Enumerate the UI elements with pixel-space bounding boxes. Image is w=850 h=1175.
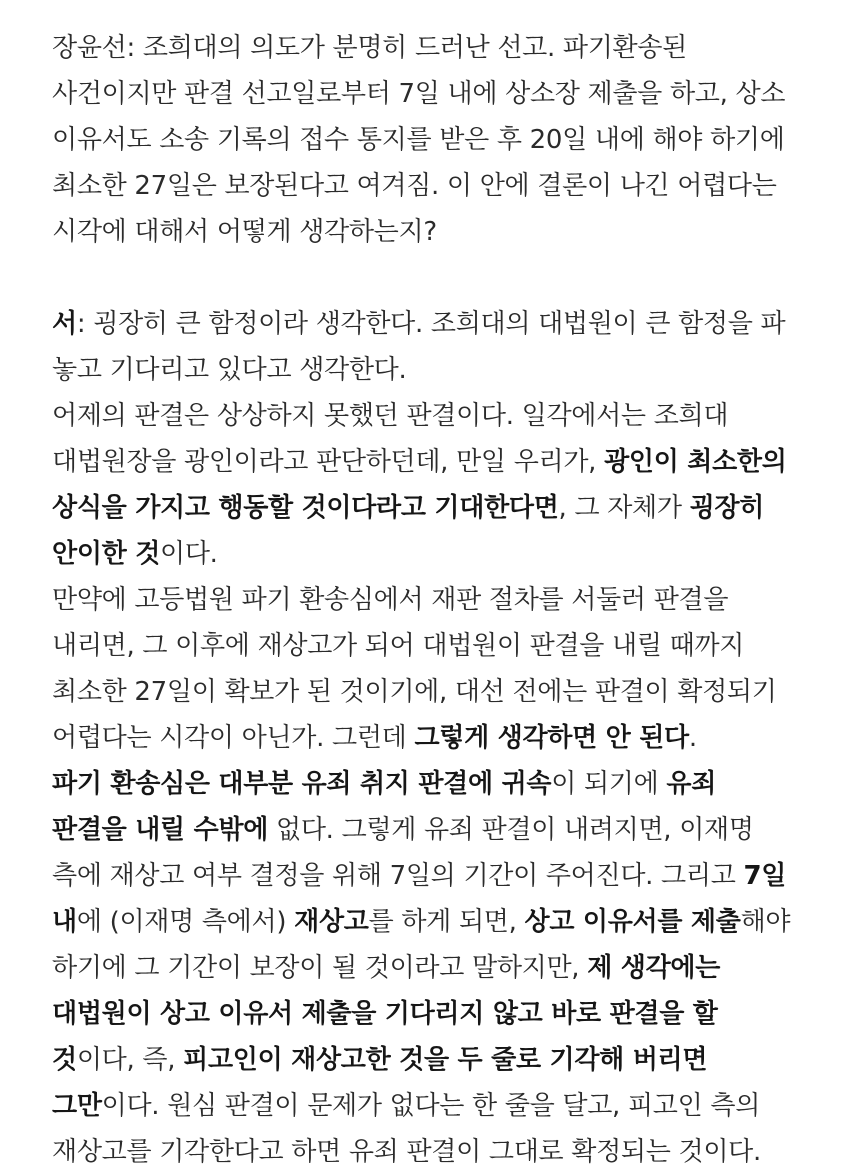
article-body [52,25,798,1175]
text-run: , 그 자체가 [558,493,690,523]
bold-run: 굉장히 안이한 것 [52,493,765,569]
text-run: . [688,723,697,753]
answer-paragraph-4 [52,761,798,1175]
bold-run: 유죄 판결을 내릴 수밖에 [52,769,717,845]
bold-run: 파기 환송심은 대부분 유죄 취지 판결에 귀속 [52,769,552,799]
bold-run: 피고인이 재상고한 것을 두 줄로 기각해 버리면 그만 [52,1045,708,1121]
text-run: 이 되기에 [551,769,667,799]
text-run: 에 (이재명 측에서) [76,907,295,937]
text-run: 해야 하기에 그 기간이 보장이 될 것이라고 말하지만, [52,907,791,983]
text-run: 를 하게 되면, [368,907,525,937]
answer-speaker: 서 [52,309,77,339]
text-run: 이다, 즉, [76,1045,184,1075]
bold-run: 광인이 최소한의 상식을 가지고 행동할 것이다라고 기대한다면 [52,447,787,523]
answer-paragraph-1: 서: 굉장히 큰 함정이라 생각한다. 조희대의 대법원이 큰 함정을 파 놓고 기다리고 있다고 생각한다. [52,309,786,385]
text-run: 이다. [160,539,218,569]
paragraph-spacer [52,255,798,301]
bold-run: 재상고 [294,907,369,937]
text-run: 없다. 그렇게 유죄 판결이 내려지면, 이재명 측에 재상고 여부 결정을 위해 7일의 기간이 주어진다. 그리고 [52,815,754,891]
bold-run: 그렇게 생각하면 안 된다 [414,723,689,753]
bold-run: 7일 내 [52,861,787,937]
answer-paragraph-2 [52,393,798,577]
question-paragraph: 장윤선: 조희대의 의도가 분명히 드러난 선고. 파기환송된 사건이지만 판결 선고일로부터 7일 내에 상소장 제출을 하고, 상소 이유서도 소송 기록의 접수 통지를 받은 후 20일 내에 해야 하기에 최소한 27일은 보장된다고 여겨짐. 이 안에 결론이 나긴 어렵다는 시각에 대해서 어떻게 생각하는지? [52,33,786,247]
answer-paragraph-3 [52,577,798,761]
text-run: 만약에 고등법원 파기 환송심에서 재판 절차를 서둘러 판결을 내리면, 그 이후에 재상고가 되어 대법원이 판결을 내릴 때까지 최소한 27일이 확보가 된 것이기에, 대선 전에는 판결이 확정되기 어렵다는 시각이 아닌가. 그런데 [52,585,777,753]
question-text: 조희대의 의도가 분명히 드러난 선고. 파기환송된 사건이지만 판결 선고일로부터 7일 내에 상소장 제출을 하고, 상소 이유서도 소송 기록의 접수 통지를 받은 후 20일 내에 해야 하기에 최소한 27일은 보장된다고 여겨짐. 이 안에 결론이 나긴 어렵다는 시각에 대해서 어떻게 생각하는지? [52,33,786,247]
answer-text-1: 굉장히 큰 함정이라 생각한다. 조희대의 대법원이 큰 함정을 파 놓고 기다리고 있다고 생각한다. [52,309,786,385]
text-run: 이다. 원심 판결이 문제가 없다는 한 줄을 달고, 피고인 측의 재상고를 기각한다고 하면 유죄 판결이 그대로 확정되는 것이다. [52,1091,761,1167]
question-speaker: 장윤선 [52,33,127,63]
text-run: 어제의 판결은 상상하지 못했던 판결이다. 일각에서는 조희대 대법원장을 광인이라고 판단하던데, 만일 우리가, [52,401,729,477]
bold-run: 상고 이유서를 제출 [524,907,741,937]
bold-run: 제 생각에는 대법원이 상고 이유서 제출을 기다리지 않고 바로 판결을 할 것 [52,953,721,1075]
